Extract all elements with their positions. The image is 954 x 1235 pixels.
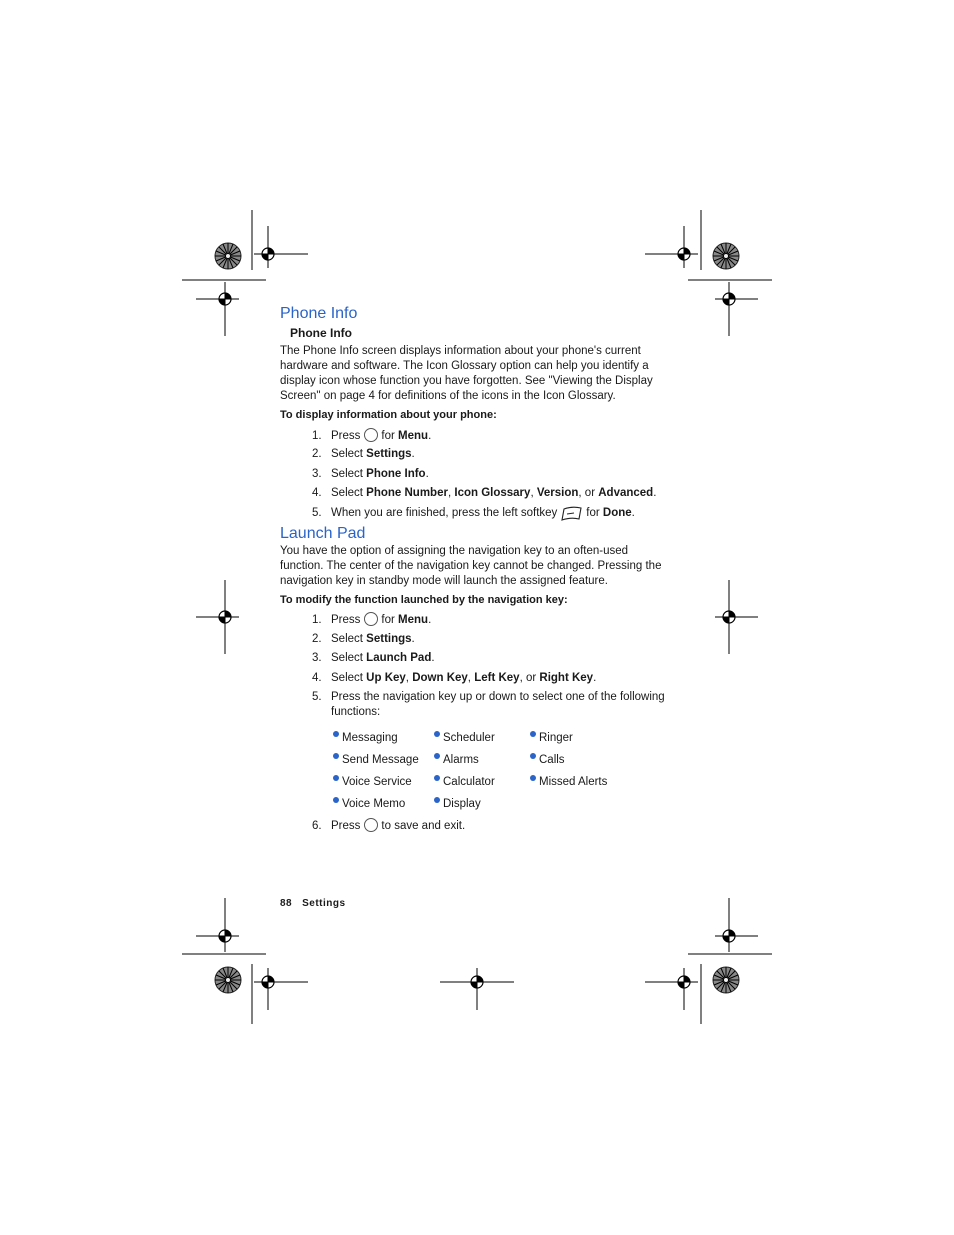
- section-heading-launch-pad: Launch Pad: [280, 525, 366, 542]
- step-3: 3. Select Launch Pad.: [312, 652, 435, 664]
- step-2: 2. Select Settings.: [312, 448, 415, 460]
- menu-key-icon: [364, 428, 378, 442]
- step-6: 6. Press to save and exit.: [312, 820, 466, 832]
- step-3: 3. Select Phone Info.: [312, 468, 429, 480]
- page-number: 88: [280, 898, 293, 909]
- bullet-icon: [333, 753, 339, 759]
- step-2: 2. Select Settings.: [312, 633, 415, 645]
- section-heading-phone-info: Phone Info: [280, 305, 358, 322]
- bullet-icon: [530, 775, 536, 781]
- list-item: Ringer: [530, 731, 573, 744]
- paragraph-phone-info: The Phone Info screen displays information about your phone's current hardware and software. The Icon Glossary option can help you identify a display icon whose function you have forgotten. See "Viewing the Display Screen" on page 4 for definitions of the icons in the Icon Glossary.: [280, 345, 653, 402]
- list-item: Calculator: [434, 775, 495, 788]
- list-item: Messaging: [333, 731, 398, 744]
- page-footer: [280, 898, 346, 909]
- step-5-continuation: functions:: [331, 706, 381, 718]
- bullet-icon: [434, 775, 440, 781]
- bullet-icon: [333, 797, 339, 803]
- step-1: 1. Press for Menu.: [312, 430, 432, 442]
- bullet-icon: [434, 731, 440, 737]
- left-softkey-icon: [561, 505, 583, 521]
- select-key-icon: [364, 818, 378, 832]
- step-5: 5. When you are finished, press the left softkey for Done.: [312, 507, 635, 519]
- bullet-icon: [333, 775, 339, 781]
- step-5: 5. Press the navigation key up or down to select one of the following: [312, 691, 665, 703]
- list-item: Send Message: [333, 753, 419, 766]
- list-item: Voice Service: [333, 775, 412, 788]
- bullet-icon: [434, 753, 440, 759]
- bullet-icon: [333, 731, 339, 737]
- footer-section-name: Settings: [302, 898, 346, 909]
- list-item: Display: [434, 797, 481, 810]
- subheading-phone-info: Phone Info: [290, 326, 352, 340]
- step-4: 4. Select Up Key, Down Key, Left Key, or Right Key.: [312, 672, 597, 684]
- bullet-icon: [434, 797, 440, 803]
- bullet-icon: [530, 731, 536, 737]
- procedure-title-phone-info: To display information about your phone:: [280, 409, 497, 421]
- menu-key-icon: [364, 612, 378, 626]
- step-4: 4. Select Phone Number, Icon Glossary, Version, or Advanced.: [312, 487, 657, 499]
- procedure-title-launch-pad: To modify the function launched by the navigation key:: [280, 594, 568, 606]
- paragraph-launch-pad: You have the option of assigning the navigation key to an often-used function. The center of the navigation key cannot be changed. Pressing the navigation key in standby mode will launch the assigned feature.: [280, 545, 662, 587]
- step-1: 1. Press for Menu.: [312, 614, 432, 626]
- list-item: Calls: [530, 753, 565, 766]
- bullet-icon: [530, 753, 536, 759]
- list-item: Alarms: [434, 753, 479, 766]
- list-item: Scheduler: [434, 731, 495, 744]
- list-item: Voice Memo: [333, 797, 405, 810]
- list-item: Missed Alerts: [530, 775, 607, 788]
